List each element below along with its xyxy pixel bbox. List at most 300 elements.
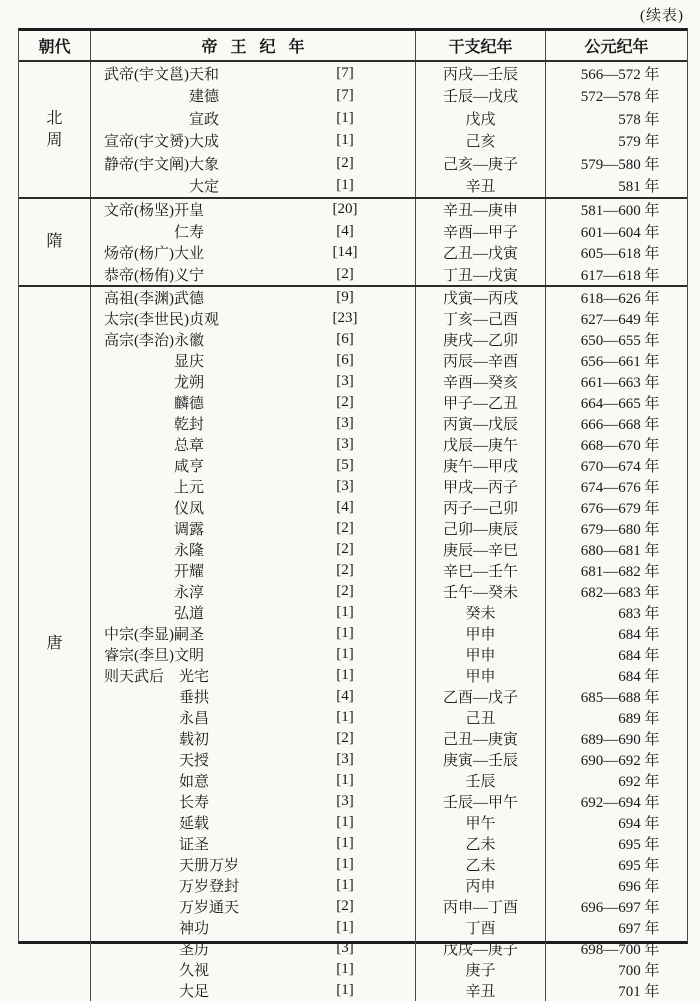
era-name: 天册万岁: [179, 858, 240, 874]
ganzhi-cell: 甲戌—丙子: [416, 476, 546, 497]
gregorian-cell: [546, 665, 687, 686]
gregorian-cell: [546, 152, 687, 175]
ganzhi-cell: 辛酉—甲子: [416, 221, 546, 243]
ganzhi-cell: 丙申—丁酉: [416, 896, 546, 917]
era-year-count: [7]: [336, 87, 354, 104]
emperor-name: 高宗(李治): [104, 333, 174, 349]
era-name: 调露: [174, 522, 205, 538]
era-year-count: [1]: [336, 625, 354, 641]
era-name: 义宁: [174, 267, 205, 284]
gregorian-value: 695 年: [618, 858, 660, 874]
gregorian-value: 579—580 年: [580, 156, 660, 173]
era-name: 仪凤: [174, 501, 205, 517]
emperor-era-text: [104, 938, 275, 959]
ganzhi-cell: 戊戌—庚子: [416, 938, 546, 959]
era-year-count: [1]: [336, 772, 354, 788]
gregorian-cell: [546, 62, 687, 85]
dynasty-section: [19, 62, 687, 197]
emperor-name: 太宗(李世民): [104, 312, 189, 328]
gregorian-value: 656—661 年: [580, 354, 660, 370]
emperor-era-cell: [91, 749, 416, 770]
era-year-count: [4]: [336, 222, 354, 239]
emperor-era-text: [104, 130, 275, 151]
table-row: [91, 413, 687, 434]
emperor-era-text: [104, 199, 275, 220]
emperor-era-text: [104, 539, 275, 560]
era-year-count: [3]: [336, 373, 354, 389]
gregorian-cell: [546, 175, 687, 198]
ganzhi-cell: 戊寅—丙戌: [416, 287, 546, 308]
gregorian-value: 689—690 年: [580, 732, 660, 748]
emperor-era-text: [104, 392, 275, 413]
gregorian-cell: [546, 539, 687, 560]
table-row: [91, 896, 687, 917]
gregorian-value: 627—649 年: [580, 312, 660, 328]
table-row: [91, 623, 687, 644]
era-name: 如意: [179, 774, 210, 790]
ganzhi-cell: 辛丑: [416, 175, 546, 198]
ganzhi-cell: 辛酉—癸亥: [416, 371, 546, 392]
era-year-count: [1]: [336, 132, 354, 149]
gregorian-value: 692 年: [618, 774, 660, 790]
emperor-era-text: [104, 770, 275, 791]
dynasty-section: [19, 285, 687, 1001]
era-year-count: [6]: [336, 331, 354, 347]
emperor-era-cell: [91, 264, 416, 286]
emperor-era-text: [104, 707, 275, 728]
emperor-era-cell: [91, 221, 416, 243]
emperor-era-cell: [91, 497, 416, 518]
era-name: 上元: [174, 480, 205, 496]
era-year-count: [1]: [336, 835, 354, 851]
emperor-name: 睿宗(李旦): [104, 648, 174, 664]
gregorian-value: 661—663 年: [580, 375, 660, 391]
table-row: [91, 791, 687, 812]
gregorian-value: 578 年: [618, 111, 660, 128]
gregorian-value: 697 年: [618, 921, 660, 937]
dynasty-label: [19, 199, 91, 285]
emperor-era-text: [104, 833, 275, 854]
gregorian-cell: [546, 833, 687, 854]
table-row: [91, 329, 687, 350]
gregorian-value: 683 年: [618, 606, 660, 622]
gregorian-value: 579 年: [618, 134, 660, 151]
era-year-count: [2]: [336, 265, 354, 282]
gregorian-value: 701 年: [618, 984, 660, 1000]
emperor-era-cell: [91, 896, 416, 917]
gregorian-value: 700 年: [618, 963, 660, 979]
ganzhi-cell: 丁亥—己酉: [416, 308, 546, 329]
ganzhi-cell: 丙子—己卯: [416, 497, 546, 518]
emperor-era-cell: [91, 959, 416, 980]
era-year-count: [2]: [336, 898, 354, 914]
gregorian-cell: [546, 264, 687, 286]
table-row: [91, 665, 687, 686]
emperor-era-text: [104, 581, 275, 602]
era-name: 宣政: [189, 111, 220, 128]
gregorian-cell: [546, 686, 687, 707]
gregorian-cell: [546, 749, 687, 770]
emperor-era-text: [104, 221, 275, 242]
gregorian-cell: [546, 644, 687, 665]
emperor-era-text: [104, 749, 275, 770]
era-year-count: [1]: [336, 109, 354, 126]
ganzhi-cell: 庚寅—壬辰: [416, 749, 546, 770]
table-row: [91, 686, 687, 707]
table-row: [91, 264, 687, 286]
ganzhi-cell: 丙寅—戊辰: [416, 413, 546, 434]
gregorian-value: 698—700 年: [580, 942, 660, 958]
era-table: [18, 28, 688, 1000]
emperor-name: 炀帝(杨广): [104, 246, 174, 263]
era-name: 光宅: [179, 669, 210, 685]
era-year-count: [1]: [336, 856, 354, 872]
gregorian-value: 650—655 年: [580, 333, 660, 349]
emperor-era-text: [104, 686, 275, 707]
emperor-era-cell: [91, 854, 416, 875]
gregorian-cell: [546, 938, 687, 959]
table-row: [91, 497, 687, 518]
emperor-era-cell: [91, 476, 416, 497]
gregorian-value: 684 年: [618, 669, 660, 685]
gregorian-value: 684 年: [618, 648, 660, 664]
emperor-era-text: [104, 413, 275, 434]
gregorian-value: 618—626 年: [580, 291, 660, 307]
era-year-count: [14]: [332, 244, 358, 261]
emperor-era-text: [104, 644, 275, 665]
gregorian-cell: [546, 221, 687, 243]
era-name: 久视: [179, 963, 210, 979]
table-row: [91, 476, 687, 497]
gregorian-cell: [546, 959, 687, 980]
emperor-era-text: [104, 434, 275, 455]
emperor-era-cell: [91, 644, 416, 665]
table-row: [91, 455, 687, 476]
era-name: 建德: [189, 89, 220, 106]
ganzhi-cell: 庚午—甲戌: [416, 455, 546, 476]
table-row: [91, 980, 687, 1001]
emperor-era-text: [104, 264, 275, 285]
emperor-era-cell: [91, 175, 416, 198]
era-name: 大定: [189, 179, 220, 196]
era-year-count: [5]: [336, 457, 354, 473]
emperor-era-cell: [91, 308, 416, 329]
gregorian-value: 566—572 年: [580, 66, 660, 83]
gregorian-value: 674—676 年: [580, 480, 660, 496]
table-row: [91, 875, 687, 896]
gregorian-value: 605—618 年: [580, 246, 660, 263]
table-row: [91, 175, 687, 198]
emperor-era-cell: [91, 329, 416, 350]
emperor-era-cell: [91, 623, 416, 644]
emperor-name: 恭帝(杨侑): [104, 267, 174, 284]
emperor-era-cell: [91, 707, 416, 728]
header-ganzhi: 干支纪年: [416, 31, 546, 60]
table-row: [91, 539, 687, 560]
gregorian-cell: [546, 130, 687, 153]
emperor-era-text: [104, 602, 275, 623]
emperor-era-cell: [91, 665, 416, 686]
ganzhi-cell: 壬辰—甲午: [416, 791, 546, 812]
table-row: [91, 221, 687, 243]
header-emperor-era: 帝 王 纪 年: [91, 31, 416, 60]
ganzhi-cell: 丙戌—壬辰: [416, 62, 546, 85]
gregorian-cell: [546, 623, 687, 644]
era-name: 贞观: [189, 312, 220, 328]
dynasty-char: 北: [46, 109, 63, 127]
era-year-count: [2]: [336, 730, 354, 746]
era-year-count: [2]: [336, 520, 354, 536]
era-year-count: [1]: [336, 177, 354, 194]
table-row: [91, 854, 687, 875]
gregorian-value: 680—681 年: [580, 543, 660, 559]
era-name: 麟德: [174, 396, 205, 412]
emperor-era-cell: [91, 107, 416, 130]
ganzhi-cell: 辛巳—壬午: [416, 560, 546, 581]
gregorian-cell: [546, 392, 687, 413]
gregorian-cell: [546, 107, 687, 130]
era-name: 武德: [174, 291, 205, 307]
emperor-era-cell: [91, 875, 416, 896]
gregorian-cell: [546, 917, 687, 938]
era-year-count: [7]: [336, 64, 354, 81]
emperor-era-text: [104, 980, 275, 1001]
era-name: 开皇: [174, 203, 205, 220]
emperor-era-cell: [91, 371, 416, 392]
emperor-era-cell: [91, 518, 416, 539]
era-year-count: [1]: [336, 982, 354, 998]
emperor-era-cell: [91, 287, 416, 308]
table-row: [91, 350, 687, 371]
ganzhi-cell: 庚辰—辛巳: [416, 539, 546, 560]
gregorian-value: 676—679 年: [580, 501, 660, 517]
continuation-note: (续表): [640, 8, 684, 24]
era-name: 天授: [179, 753, 210, 769]
era-year-count: [9]: [336, 289, 354, 305]
era-name: 弘道: [174, 606, 205, 622]
ganzhi-cell: 甲午: [416, 812, 546, 833]
emperor-name: 武帝(宇文邕): [104, 66, 189, 83]
emperor-era-cell: [91, 833, 416, 854]
dynasty-char: 唐: [46, 635, 63, 652]
emperor-era-text: [104, 623, 275, 644]
emperor-era-text: [104, 329, 275, 350]
table-row: [91, 938, 687, 959]
gregorian-cell: [546, 329, 687, 350]
table-row: [91, 199, 687, 221]
emperor-era-text: [104, 287, 275, 308]
dynasty-label: [19, 287, 91, 1001]
ganzhi-cell: 丙申: [416, 875, 546, 896]
emperor-name: 文帝(杨坚): [104, 203, 174, 220]
table-row: [91, 560, 687, 581]
era-name: 神功: [179, 921, 210, 937]
table-row: [91, 392, 687, 413]
era-year-count: [4]: [336, 499, 354, 515]
gregorian-cell: [546, 413, 687, 434]
era-year-count: [4]: [336, 688, 354, 704]
emperor-era-text: [104, 518, 275, 539]
era-year-count: [1]: [336, 919, 354, 935]
table-row: [91, 308, 687, 329]
era-name: 乾封: [174, 417, 205, 433]
ganzhi-cell: 己亥: [416, 130, 546, 153]
ganzhi-cell: 戊戌: [416, 107, 546, 130]
table-row: [91, 85, 687, 108]
emperor-era-text: [104, 728, 275, 749]
emperor-era-text: [104, 350, 275, 371]
ganzhi-cell: 己亥—庚子: [416, 152, 546, 175]
table-row: [91, 707, 687, 728]
table-row: [91, 130, 687, 153]
gregorian-cell: [546, 707, 687, 728]
gregorian-cell: [546, 728, 687, 749]
gregorian-value: 581 年: [618, 179, 660, 196]
gregorian-cell: [546, 896, 687, 917]
emperor-era-cell: [91, 455, 416, 476]
ganzhi-cell: 甲子—乙丑: [416, 392, 546, 413]
ganzhi-cell: 辛丑—庚申: [416, 199, 546, 221]
table-row: [91, 62, 687, 85]
emperor-name: 宣帝(宇文赟): [104, 134, 189, 151]
emperor-name: 则天武后: [104, 669, 180, 685]
ganzhi-cell: 乙丑—戊寅: [416, 242, 546, 264]
era-name: 载初: [179, 732, 210, 748]
era-name: 永隆: [174, 543, 205, 559]
emperor-era-cell: [91, 199, 416, 221]
era-year-count: [3]: [336, 415, 354, 431]
dynasty-section: [19, 197, 687, 285]
emperor-era-text: [104, 308, 275, 329]
era-name: 永淳: [174, 585, 205, 601]
table-row: [91, 107, 687, 130]
era-year-count: [23]: [332, 310, 358, 326]
emperor-era-cell: [91, 917, 416, 938]
emperor-era-cell: [91, 812, 416, 833]
emperor-era-text: [104, 153, 275, 174]
gregorian-cell: [546, 287, 687, 308]
emperor-era-text: [104, 665, 275, 686]
emperor-era-text: [104, 108, 275, 129]
ganzhi-cell: 甲申: [416, 665, 546, 686]
emperor-era-text: [104, 455, 275, 476]
emperor-name: 中宗(李显): [104, 627, 174, 643]
emperor-era-text: [104, 85, 275, 106]
table-row: [91, 434, 687, 455]
gregorian-cell: [546, 455, 687, 476]
emperor-era-text: [104, 497, 275, 518]
ganzhi-cell: 庚子: [416, 959, 546, 980]
emperor-era-cell: [91, 770, 416, 791]
emperor-era-cell: [91, 938, 416, 959]
gregorian-cell: [546, 308, 687, 329]
ganzhi-cell: 庚戌—乙卯: [416, 329, 546, 350]
table-row: [91, 602, 687, 623]
era-name: 仁寿: [174, 224, 205, 241]
era-name: 嗣圣: [174, 627, 205, 643]
era-year-count: [1]: [336, 709, 354, 725]
era-name: 显庆: [174, 354, 205, 370]
table-row: [91, 371, 687, 392]
era-year-count: [2]: [336, 541, 354, 557]
emperor-era-cell: [91, 62, 416, 85]
emperor-era-cell: [91, 686, 416, 707]
emperor-era-text: [104, 63, 275, 84]
emperor-era-text: [104, 875, 275, 896]
emperor-era-cell: [91, 152, 416, 175]
table-body: [19, 62, 687, 1001]
gregorian-value: 668—670 年: [580, 438, 660, 454]
emperor-era-cell: [91, 130, 416, 153]
gregorian-cell: [546, 980, 687, 1001]
gregorian-value: 601—604 年: [580, 224, 660, 241]
era-name: 证圣: [179, 837, 210, 853]
gregorian-cell: [546, 350, 687, 371]
era-name: 万岁登封: [179, 879, 240, 895]
era-name: 龙朔: [174, 375, 205, 391]
emperor-era-cell: [91, 434, 416, 455]
gregorian-cell: [546, 770, 687, 791]
era-name: 永昌: [179, 711, 210, 727]
era-year-count: [1]: [336, 646, 354, 662]
era-name: 大业: [174, 246, 205, 263]
gregorian-value: 664—665 年: [580, 396, 660, 412]
table-row: [91, 242, 687, 264]
header-dynasty: 朝代: [19, 31, 91, 60]
era-year-count: [2]: [336, 154, 354, 171]
gregorian-cell: [546, 560, 687, 581]
era-name: 永徽: [174, 333, 205, 349]
gregorian-cell: [546, 854, 687, 875]
era-name: 大象: [189, 156, 220, 173]
era-year-count: [2]: [336, 583, 354, 599]
emperor-era-cell: [91, 980, 416, 1001]
era-year-count: [1]: [336, 604, 354, 620]
emperor-era-cell: [91, 413, 416, 434]
gregorian-value: 695 年: [618, 837, 660, 853]
era-year-count: [6]: [336, 352, 354, 368]
emperor-name: 高祖(李渊): [104, 291, 174, 307]
ganzhi-cell: 辛丑: [416, 980, 546, 1001]
gregorian-cell: [546, 434, 687, 455]
ganzhi-cell: 己丑: [416, 707, 546, 728]
ganzhi-cell: 丙辰—辛酉: [416, 350, 546, 371]
ganzhi-cell: 乙未: [416, 833, 546, 854]
era-name: 延载: [179, 816, 210, 832]
header-gregorian: 公元纪年: [584, 39, 649, 56]
era-year-count: [2]: [336, 394, 354, 410]
era-name: 文明: [174, 648, 205, 664]
gregorian-cell: [546, 518, 687, 539]
ganzhi-cell: 丁酉: [416, 917, 546, 938]
emperor-era-cell: [91, 560, 416, 581]
gregorian-cell: [546, 85, 687, 108]
table-row: [91, 917, 687, 938]
era-year-count: [1]: [336, 814, 354, 830]
table-row: [91, 287, 687, 308]
emperor-era-text: [104, 812, 275, 833]
era-year-count: [3]: [336, 478, 354, 494]
emperor-era-cell: [91, 242, 416, 264]
era-year-count: [20]: [332, 201, 358, 218]
emperor-name: 静帝(宇文阐): [104, 156, 189, 173]
era-year-count: [3]: [336, 751, 354, 767]
gregorian-value: 696 年: [618, 879, 660, 895]
emperor-era-cell: [91, 791, 416, 812]
gregorian-cell: [546, 242, 687, 264]
emperor-era-cell: [91, 350, 416, 371]
dynasty-label: [19, 62, 91, 197]
